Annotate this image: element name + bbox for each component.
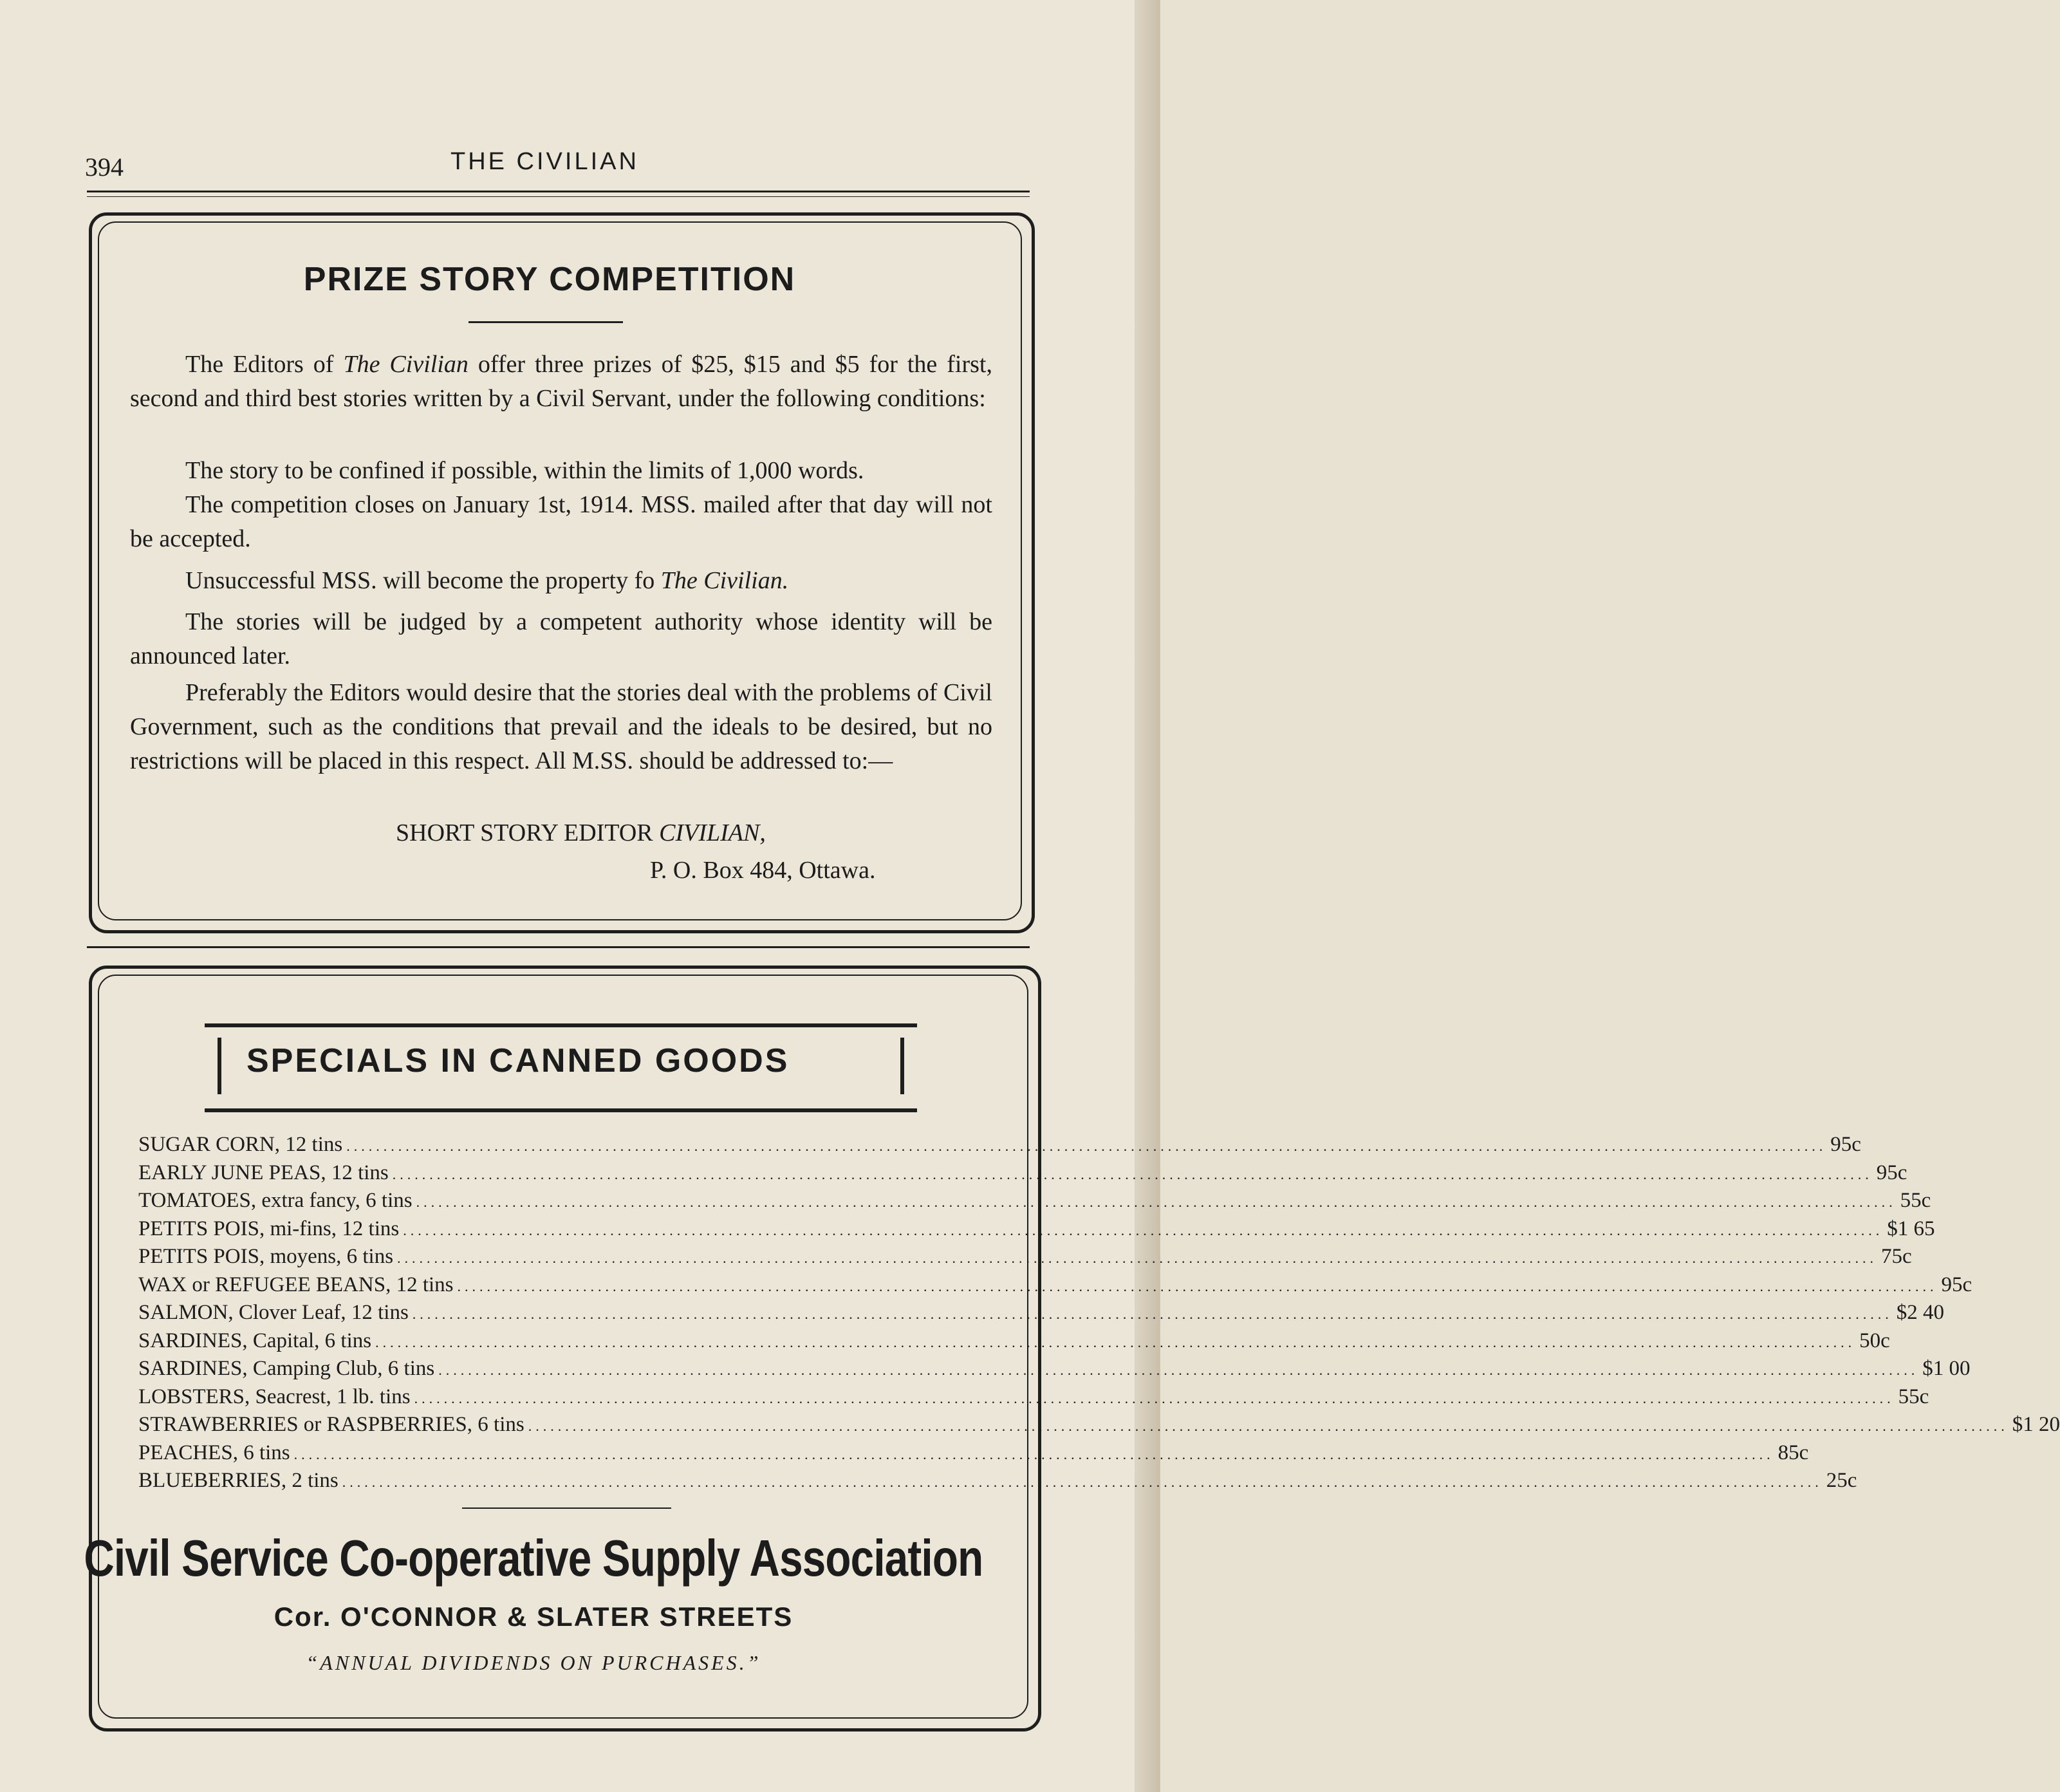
price-list-item bbox=[138, 1441, 1809, 1470]
magazine-name: The Civilian bbox=[343, 351, 469, 378]
condition-judging bbox=[130, 605, 992, 673]
association-rule bbox=[462, 1507, 671, 1509]
leader-dots: ........................................................................................................................................................................................................ bbox=[397, 1250, 1878, 1266]
signature-editor bbox=[396, 819, 766, 847]
price-list bbox=[138, 1133, 2060, 1497]
item-price: 75c bbox=[1881, 1245, 1912, 1268]
leader-dots: ........................................................................................................................................................................................................ bbox=[528, 1418, 2009, 1434]
leader-dots: ........................................................................................................................................................................................................ bbox=[342, 1474, 1823, 1490]
item-name: PETITS POIS, moyens, 6 tins bbox=[138, 1245, 394, 1268]
item-price: $1 00 bbox=[1922, 1357, 1971, 1380]
competition-title-text: PRIZE STORY COMPETITION bbox=[303, 261, 796, 298]
header-rule bbox=[87, 191, 1030, 192]
item-price: 50c bbox=[1859, 1329, 1890, 1352]
price-list-item bbox=[138, 1329, 1890, 1358]
item-price: 95c bbox=[1876, 1161, 1907, 1184]
signature-civilian: CIVILIAN, bbox=[659, 819, 766, 846]
item-name: WAX or REFUGEE BEANS, 12 tins bbox=[138, 1273, 454, 1296]
condition-unsuccessful-text: Unsuccessful MSS. will become the property fo bbox=[185, 567, 661, 594]
price-list-item bbox=[138, 1217, 1935, 1246]
item-name: SARDINES, Camping Club, 6 tins bbox=[138, 1357, 435, 1380]
intro-text-a: The Editors of bbox=[185, 351, 344, 378]
condition-deadline-text: The competition closes on January 1st, 1914. MSS. mailed after that day will not be accepted. bbox=[130, 491, 992, 552]
magazine-name-2: The Civilian. bbox=[660, 567, 789, 594]
item-name: BLUEBERRIES, 2 tins bbox=[138, 1469, 339, 1492]
item-price: 85c bbox=[1777, 1441, 1809, 1464]
price-list-item bbox=[138, 1245, 1912, 1273]
header-rule-lower bbox=[87, 196, 1030, 197]
item-name: SARDINES, Capital, 6 tins bbox=[138, 1329, 372, 1352]
competition-title-rule bbox=[469, 321, 623, 323]
item-price: $2 40 bbox=[1896, 1301, 1945, 1324]
item-name: PETITS POIS, mi-fins, 12 tins bbox=[138, 1217, 400, 1240]
association-name-text: Civil Service Co-operative Supply Association bbox=[84, 1529, 983, 1587]
page-number: 394 bbox=[85, 153, 124, 182]
item-price: $1 20 bbox=[2012, 1413, 2060, 1436]
price-list-item bbox=[138, 1469, 1857, 1497]
leader-dots: ........................................................................................................................................................................................................ bbox=[403, 1222, 1884, 1238]
condition-length bbox=[130, 454, 992, 488]
condition-length-text: The story to be confined if possible, within the limits of 1,000 words. bbox=[185, 457, 864, 484]
price-list-item bbox=[138, 1273, 1972, 1302]
association-address bbox=[0, 1601, 1160, 1632]
specials-title: SPECIALS IN CANNED GOODS bbox=[246, 1042, 790, 1079]
condition-deadline bbox=[130, 488, 992, 556]
item-price: 25c bbox=[1826, 1469, 1857, 1492]
item-name: STRAWBERRIES or RASPBERRIES, 6 tins bbox=[138, 1413, 524, 1436]
competition-title bbox=[0, 260, 1160, 299]
leader-dots: ........................................................................................................................................................................................................ bbox=[438, 1362, 1919, 1378]
condition-unsuccessful bbox=[130, 564, 992, 598]
item-price: $1 65 bbox=[1887, 1217, 1935, 1240]
item-price: 55c bbox=[1898, 1385, 1929, 1408]
leader-dots: ........................................................................................................................................................................................................ bbox=[392, 1166, 1873, 1182]
leader-dots: ........................................................................................................................................................................................................ bbox=[457, 1278, 1938, 1294]
condition-subject bbox=[130, 676, 992, 778]
leader-dots: ........................................................................................................................................................................................................ bbox=[346, 1138, 1827, 1154]
signature-address: P. O. Box 484, Ottawa. bbox=[650, 857, 876, 884]
leader-dots: ........................................................................................................................................................................................................ bbox=[414, 1390, 1895, 1406]
intro-text-b: offer three prizes of $25, $15 and $5 for the first, second and third best stories written by a Civil Servant, under the following conditions: bbox=[130, 351, 992, 412]
association-address-text: Cor. O'CONNOR & SLATER STREETS bbox=[274, 1601, 793, 1632]
price-list-item bbox=[138, 1413, 2060, 1441]
association-name bbox=[0, 1529, 1160, 1588]
price-list-item bbox=[138, 1357, 1971, 1385]
leader-dots: ........................................................................................................................................................................................................ bbox=[375, 1334, 1856, 1350]
specials-title-bar-left bbox=[218, 1038, 221, 1094]
item-name: PEACHES, 6 tins bbox=[138, 1441, 290, 1464]
item-name: TOMATOES, extra fancy, 6 tins bbox=[138, 1189, 413, 1212]
price-list-item bbox=[138, 1189, 1931, 1217]
condition-subject-text: Preferably the Editors would desire that the stories deal with the problems of Civil Government, such as the conditions that prevail and the ideals to be desired, but no restrictions will be placed in this respect. All M.SS. should be addressed to:— bbox=[130, 679, 992, 774]
price-list-item bbox=[138, 1161, 1907, 1190]
condition-judging-text: The stories will be judged by a competent authority whose identity will be announced later. bbox=[130, 608, 992, 669]
running-head: THE CIVILIAN bbox=[450, 148, 639, 175]
item-price: 95c bbox=[1941, 1273, 1972, 1296]
item-name: EARLY JUNE PEAS, 12 tins bbox=[138, 1161, 389, 1184]
item-price: 95c bbox=[1830, 1133, 1861, 1156]
leader-dots: ........................................................................................................................................................................................................ bbox=[412, 1306, 1893, 1322]
price-list-item bbox=[138, 1133, 1861, 1161]
association-tagline-text: “ANNUAL DIVIDENDS ON PURCHASES.” bbox=[306, 1651, 761, 1674]
item-name: SALMON, Clover Leaf, 12 tins bbox=[138, 1301, 409, 1324]
leader-dots: ........................................................................................................................................................................................................ bbox=[293, 1446, 1774, 1462]
specials-title-bar-right bbox=[900, 1038, 904, 1094]
competition-intro bbox=[130, 348, 992, 416]
item-name: LOBSTERS, Seacrest, 1 lb. tins bbox=[138, 1385, 411, 1408]
association-tagline bbox=[0, 1651, 1160, 1675]
item-name: SUGAR CORN, 12 tins bbox=[138, 1133, 343, 1156]
section-divider bbox=[87, 946, 1030, 948]
signature-editor-text: SHORT STORY EDITOR bbox=[396, 819, 660, 846]
leader-dots: ........................................................................................................................................................................................................ bbox=[416, 1194, 1897, 1210]
item-price: 55c bbox=[1900, 1189, 1931, 1212]
price-list-item bbox=[138, 1385, 1929, 1414]
specials-title-box bbox=[205, 1023, 917, 1112]
price-list-item bbox=[138, 1301, 1945, 1329]
